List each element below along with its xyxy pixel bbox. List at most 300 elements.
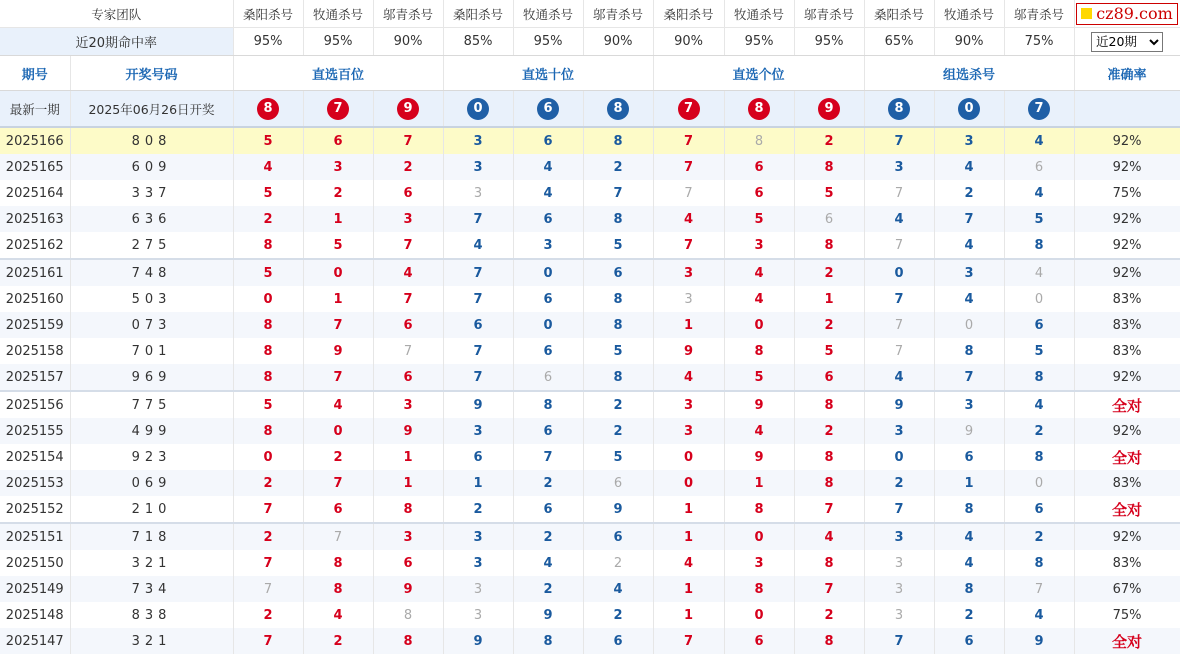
kill-number: 6	[794, 206, 864, 232]
kill-number: 5	[233, 127, 303, 154]
accuracy-value: 83%	[1074, 470, 1180, 496]
kill-number: 8	[794, 550, 864, 576]
kill-number: 9	[934, 418, 1004, 444]
site-logo[interactable]	[1076, 3, 1178, 25]
kill-number: 4	[724, 259, 794, 286]
kill-number: 8	[233, 232, 303, 259]
kill-number: 4	[1004, 259, 1074, 286]
kill-number: 3	[653, 259, 724, 286]
kill-number: 6	[724, 154, 794, 180]
kill-number: 5	[583, 338, 653, 364]
kill-number: 8	[303, 550, 373, 576]
latest-ball-cell	[233, 91, 303, 128]
kill-number: 6	[513, 364, 583, 391]
kill-number: 0	[864, 444, 934, 470]
table-row	[0, 312, 1180, 338]
kill-number: 8	[934, 338, 1004, 364]
kill-number: 4	[513, 180, 583, 206]
kill-number: 8	[1004, 550, 1074, 576]
table-row	[0, 418, 1180, 444]
latest-label: 最新一期	[0, 91, 70, 128]
kill-number: 6	[443, 312, 513, 338]
kill-number: 3	[724, 232, 794, 259]
kill-number: 0	[724, 312, 794, 338]
kill-number: 2	[583, 154, 653, 180]
kill-number: 7	[864, 312, 934, 338]
latest-ball-cell	[864, 91, 934, 128]
latest-ball-cell	[513, 91, 583, 128]
issue-header: 期号	[0, 56, 70, 91]
kill-number: 6	[724, 180, 794, 206]
hit-rate: 90%	[653, 28, 724, 56]
kill-number: 4	[653, 550, 724, 576]
kill-number: 4	[934, 550, 1004, 576]
expert-name: 牧通杀号	[934, 0, 1004, 28]
table-row	[0, 154, 1180, 180]
draw-number: 969	[70, 364, 233, 391]
issue-number: 2025152	[0, 496, 70, 523]
kill-number: 4	[934, 286, 1004, 312]
kill-number: 1	[303, 206, 373, 232]
kill-number: 4	[373, 259, 443, 286]
kill-number: 4	[303, 391, 373, 418]
kill-number: 2	[934, 180, 1004, 206]
draw-number: 210	[70, 496, 233, 523]
kill-number: 3	[934, 391, 1004, 418]
kill-number: 2	[303, 180, 373, 206]
kill-number: 8	[583, 312, 653, 338]
kill-number: 9	[864, 391, 934, 418]
accuracy-value: 67%	[1074, 576, 1180, 602]
kill-number: 6	[794, 364, 864, 391]
kill-number: 7	[443, 364, 513, 391]
kill-number: 7	[443, 338, 513, 364]
accuracy-value: 75%	[1074, 602, 1180, 628]
latest-empty	[1074, 91, 1180, 128]
column-header-row	[0, 56, 1180, 91]
issue-number: 2025163	[0, 206, 70, 232]
kill-number: 3	[864, 154, 934, 180]
table-row	[0, 470, 1180, 496]
expert-name: 桑阳杀号	[864, 0, 934, 28]
group-header-combo: 组选杀号	[864, 56, 1074, 91]
kill-number: 3	[934, 259, 1004, 286]
kill-number: 7	[303, 470, 373, 496]
kill-number: 7	[1004, 576, 1074, 602]
kill-number: 0	[864, 259, 934, 286]
kill-number: 3	[373, 391, 443, 418]
latest-ball-cell	[303, 91, 373, 128]
kill-number: 7	[934, 206, 1004, 232]
kill-number: 2	[233, 523, 303, 550]
hit-rate: 90%	[583, 28, 653, 56]
kill-number: 4	[794, 523, 864, 550]
kill-number: 6	[583, 259, 653, 286]
draw-number: 069	[70, 470, 233, 496]
kill-number: 6	[513, 496, 583, 523]
draw-number: 503	[70, 286, 233, 312]
kill-number: 0	[653, 470, 724, 496]
kill-number: 0	[303, 259, 373, 286]
kill-number: 6	[513, 286, 583, 312]
kill-number: 4	[653, 364, 724, 391]
kill-number: 1	[303, 286, 373, 312]
kill-number: 6	[724, 628, 794, 654]
kill-number: 3	[443, 602, 513, 628]
kill-number: 3	[653, 418, 724, 444]
kill-number: 6	[934, 444, 1004, 470]
kill-number: 3	[653, 286, 724, 312]
kill-number: 3	[443, 180, 513, 206]
kill-number: 4	[303, 602, 373, 628]
kill-number: 4	[653, 206, 724, 232]
kill-number: 6	[1004, 496, 1074, 523]
kill-number: 7	[303, 312, 373, 338]
kill-number: 8	[724, 496, 794, 523]
number-ball: 8	[607, 98, 629, 120]
kill-number: 6	[513, 418, 583, 444]
kill-number: 7	[233, 576, 303, 602]
period-select-cell	[1074, 28, 1180, 56]
kill-number: 8	[794, 470, 864, 496]
kill-number: 7	[583, 180, 653, 206]
group-header-tens: 直选十位	[443, 56, 653, 91]
kill-number: 6	[373, 550, 443, 576]
kill-number: 6	[303, 496, 373, 523]
kill-number: 9	[1004, 628, 1074, 654]
number-ball: 7	[327, 98, 349, 120]
kill-number: 1	[443, 470, 513, 496]
issue-number: 2025149	[0, 576, 70, 602]
draw-number: 275	[70, 232, 233, 259]
kill-number: 0	[233, 444, 303, 470]
kill-number: 6	[513, 338, 583, 364]
draw-number: 321	[70, 628, 233, 654]
draw-number: 718	[70, 523, 233, 550]
kill-number: 2	[583, 391, 653, 418]
table-row	[0, 576, 1180, 602]
kill-number: 6	[934, 628, 1004, 654]
accuracy-value: 92%	[1074, 127, 1180, 154]
kill-number: 4	[864, 206, 934, 232]
issue-number: 2025147	[0, 628, 70, 654]
latest-ball-cell	[934, 91, 1004, 128]
kill-number: 4	[934, 523, 1004, 550]
kill-number: 2	[1004, 523, 1074, 550]
table-row	[0, 180, 1180, 206]
kill-number: 0	[724, 523, 794, 550]
kill-number: 5	[583, 444, 653, 470]
kill-number: 7	[373, 338, 443, 364]
draw-number: 734	[70, 576, 233, 602]
kill-number: 8	[794, 232, 864, 259]
kill-number: 5	[233, 180, 303, 206]
issue-number: 2025165	[0, 154, 70, 180]
accuracy-value: 92%	[1074, 418, 1180, 444]
kill-number: 4	[724, 418, 794, 444]
kill-number: 8	[794, 154, 864, 180]
kill-number: 1	[653, 312, 724, 338]
kill-number: 3	[864, 550, 934, 576]
kill-number: 3	[653, 391, 724, 418]
kill-number: 6	[303, 127, 373, 154]
kill-number: 8	[934, 576, 1004, 602]
kill-number: 4	[583, 576, 653, 602]
issue-number: 2025166	[0, 127, 70, 154]
kill-number: 7	[653, 127, 724, 154]
kill-number: 2	[233, 602, 303, 628]
kill-number: 3	[864, 576, 934, 602]
kill-number: 2	[513, 576, 583, 602]
kill-number: 2	[443, 496, 513, 523]
number-ball: 8	[257, 98, 279, 120]
number-ball: 9	[397, 98, 419, 120]
kill-number: 8	[583, 286, 653, 312]
kill-number: 3	[934, 127, 1004, 154]
table-row	[0, 259, 1180, 286]
kill-number: 1	[653, 496, 724, 523]
kill-number: 7	[373, 232, 443, 259]
number-ball: 7	[678, 98, 700, 120]
draw-header: 开奖号码	[70, 56, 233, 91]
kill-number: 7	[303, 364, 373, 391]
table-row	[0, 364, 1180, 391]
accuracy-value: 全对	[1074, 628, 1180, 654]
number-ball: 8	[748, 98, 770, 120]
kill-number: 4	[513, 154, 583, 180]
kill-number: 7	[233, 550, 303, 576]
table-row	[0, 496, 1180, 523]
kill-number: 1	[653, 576, 724, 602]
kill-number: 2	[794, 602, 864, 628]
accuracy-value: 92%	[1074, 232, 1180, 259]
issue-number: 2025160	[0, 286, 70, 312]
group-header-units: 直选个位	[653, 56, 864, 91]
kill-number: 2	[303, 628, 373, 654]
logo-square-icon	[1081, 8, 1092, 19]
expert-name: 牧通杀号	[303, 0, 373, 28]
hit-rate: 75%	[1004, 28, 1074, 56]
draw-number: 321	[70, 550, 233, 576]
hit-rate-row	[0, 28, 1180, 56]
accuracy-value: 全对	[1074, 444, 1180, 470]
kill-number: 7	[233, 496, 303, 523]
kill-number: 7	[864, 628, 934, 654]
kill-number: 3	[443, 523, 513, 550]
kill-number: 4	[1004, 391, 1074, 418]
hit-rate: 95%	[724, 28, 794, 56]
draw-number: 838	[70, 602, 233, 628]
kill-number: 9	[373, 418, 443, 444]
kill-number: 7	[934, 364, 1004, 391]
kill-number: 5	[724, 206, 794, 232]
kill-number: 2	[583, 418, 653, 444]
accuracy-value: 92%	[1074, 523, 1180, 550]
issue-number: 2025157	[0, 364, 70, 391]
kill-number: 3	[443, 550, 513, 576]
table-row	[0, 523, 1180, 550]
hit-rate: 95%	[794, 28, 864, 56]
kill-number: 2	[583, 550, 653, 576]
number-ball: 7	[1028, 98, 1050, 120]
hit-rate: 90%	[373, 28, 443, 56]
kill-number: 8	[934, 496, 1004, 523]
kill-number: 9	[303, 338, 373, 364]
kill-number: 5	[233, 259, 303, 286]
draw-number: 073	[70, 312, 233, 338]
kill-number: 2	[583, 602, 653, 628]
kill-number: 7	[864, 180, 934, 206]
accuracy-header: 准确率	[1074, 56, 1180, 91]
kill-number: 9	[583, 496, 653, 523]
draw-number: 923	[70, 444, 233, 470]
number-ball: 0	[467, 98, 489, 120]
kill-number: 3	[443, 127, 513, 154]
accuracy-value: 92%	[1074, 364, 1180, 391]
kill-number: 8	[583, 127, 653, 154]
kill-number: 9	[653, 338, 724, 364]
table-row	[0, 602, 1180, 628]
kill-number: 2	[233, 206, 303, 232]
kill-number: 2	[864, 470, 934, 496]
expert-name: 牧通杀号	[724, 0, 794, 28]
kill-number: 1	[373, 470, 443, 496]
expert-name: 桑阳杀号	[653, 0, 724, 28]
issue-number: 2025154	[0, 444, 70, 470]
hit-rate: 85%	[443, 28, 513, 56]
kill-number: 7	[513, 444, 583, 470]
table-row	[0, 286, 1180, 312]
kill-number: 8	[233, 338, 303, 364]
kill-number: 8	[373, 602, 443, 628]
kill-number: 8	[513, 628, 583, 654]
kill-number: 8	[794, 444, 864, 470]
kill-number: 5	[233, 391, 303, 418]
latest-ball-cell	[443, 91, 513, 128]
kill-number: 0	[1004, 286, 1074, 312]
kill-number: 0	[1004, 470, 1074, 496]
kill-number: 5	[724, 364, 794, 391]
accuracy-value: 92%	[1074, 206, 1180, 232]
accuracy-value: 92%	[1074, 154, 1180, 180]
kill-number: 6	[583, 523, 653, 550]
kill-number: 7	[233, 628, 303, 654]
expert-name: 桑阳杀号	[443, 0, 513, 28]
kill-number: 8	[1004, 364, 1074, 391]
kill-number: 2	[1004, 418, 1074, 444]
kill-number: 7	[373, 286, 443, 312]
draw-number: 701	[70, 338, 233, 364]
draw-number: 499	[70, 418, 233, 444]
kill-number: 8	[583, 364, 653, 391]
latest-ball-cell	[373, 91, 443, 128]
kill-number: 8	[233, 418, 303, 444]
kill-number: 5	[794, 180, 864, 206]
kill-number: 6	[373, 364, 443, 391]
kill-number: 4	[934, 232, 1004, 259]
draw-number: 808	[70, 127, 233, 154]
kill-number: 7	[443, 259, 513, 286]
kill-number: 3	[303, 154, 373, 180]
kill-number: 6	[443, 444, 513, 470]
accuracy-value: 83%	[1074, 338, 1180, 364]
accuracy-value: 83%	[1074, 550, 1180, 576]
kill-number: 4	[443, 232, 513, 259]
latest-ball-cell	[724, 91, 794, 128]
hit-rate-label: 近20期命中率	[0, 28, 233, 56]
kill-number: 8	[233, 364, 303, 391]
kill-number: 8	[583, 206, 653, 232]
kill-number: 4	[233, 154, 303, 180]
kill-number: 8	[373, 628, 443, 654]
kill-number: 5	[1004, 338, 1074, 364]
latest-date: 2025年06月26日开奖	[70, 91, 233, 128]
period-select[interactable]	[1091, 32, 1163, 52]
kill-number: 3	[443, 576, 513, 602]
table-row	[0, 628, 1180, 654]
kill-number: 8	[724, 127, 794, 154]
kill-number: 2	[233, 470, 303, 496]
table-row	[0, 444, 1180, 470]
kill-number: 0	[653, 444, 724, 470]
issue-number: 2025156	[0, 391, 70, 418]
issue-number: 2025159	[0, 312, 70, 338]
number-ball: 9	[818, 98, 840, 120]
kill-number: 3	[864, 418, 934, 444]
kill-number: 8	[724, 576, 794, 602]
kill-number: 8	[233, 312, 303, 338]
kill-number: 6	[583, 628, 653, 654]
kill-number: 4	[864, 364, 934, 391]
kill-number: 7	[373, 127, 443, 154]
kill-number: 3	[373, 206, 443, 232]
kill-number: 2	[934, 602, 1004, 628]
kill-number: 1	[653, 523, 724, 550]
kill-number: 4	[724, 286, 794, 312]
logo-text: cz89.com	[1096, 4, 1173, 23]
kill-number: 0	[513, 312, 583, 338]
issue-number: 2025153	[0, 470, 70, 496]
hit-rate: 65%	[864, 28, 934, 56]
kill-number: 9	[443, 391, 513, 418]
kill-number: 9	[443, 628, 513, 654]
kill-number: 6	[1004, 312, 1074, 338]
issue-number: 2025150	[0, 550, 70, 576]
hit-rate: 95%	[303, 28, 373, 56]
kill-number: 3	[443, 418, 513, 444]
kill-number: 5	[794, 338, 864, 364]
kill-number: 8	[794, 391, 864, 418]
kill-number: 8	[794, 628, 864, 654]
kill-number: 9	[373, 576, 443, 602]
expert-name: 邬青杀号	[373, 0, 443, 28]
draw-number: 748	[70, 259, 233, 286]
kill-number: 2	[794, 127, 864, 154]
latest-ball-cell	[653, 91, 724, 128]
kill-number: 8	[1004, 444, 1074, 470]
hit-rate: 90%	[934, 28, 1004, 56]
kill-number: 7	[794, 576, 864, 602]
kill-number: 2	[794, 312, 864, 338]
accuracy-value: 83%	[1074, 312, 1180, 338]
kill-number: 3	[724, 550, 794, 576]
kill-number: 1	[934, 470, 1004, 496]
kill-number: 0	[303, 418, 373, 444]
kill-number: 1	[794, 286, 864, 312]
number-ball: 0	[958, 98, 980, 120]
logo-cell	[1074, 0, 1180, 28]
expert-row	[0, 0, 1180, 28]
